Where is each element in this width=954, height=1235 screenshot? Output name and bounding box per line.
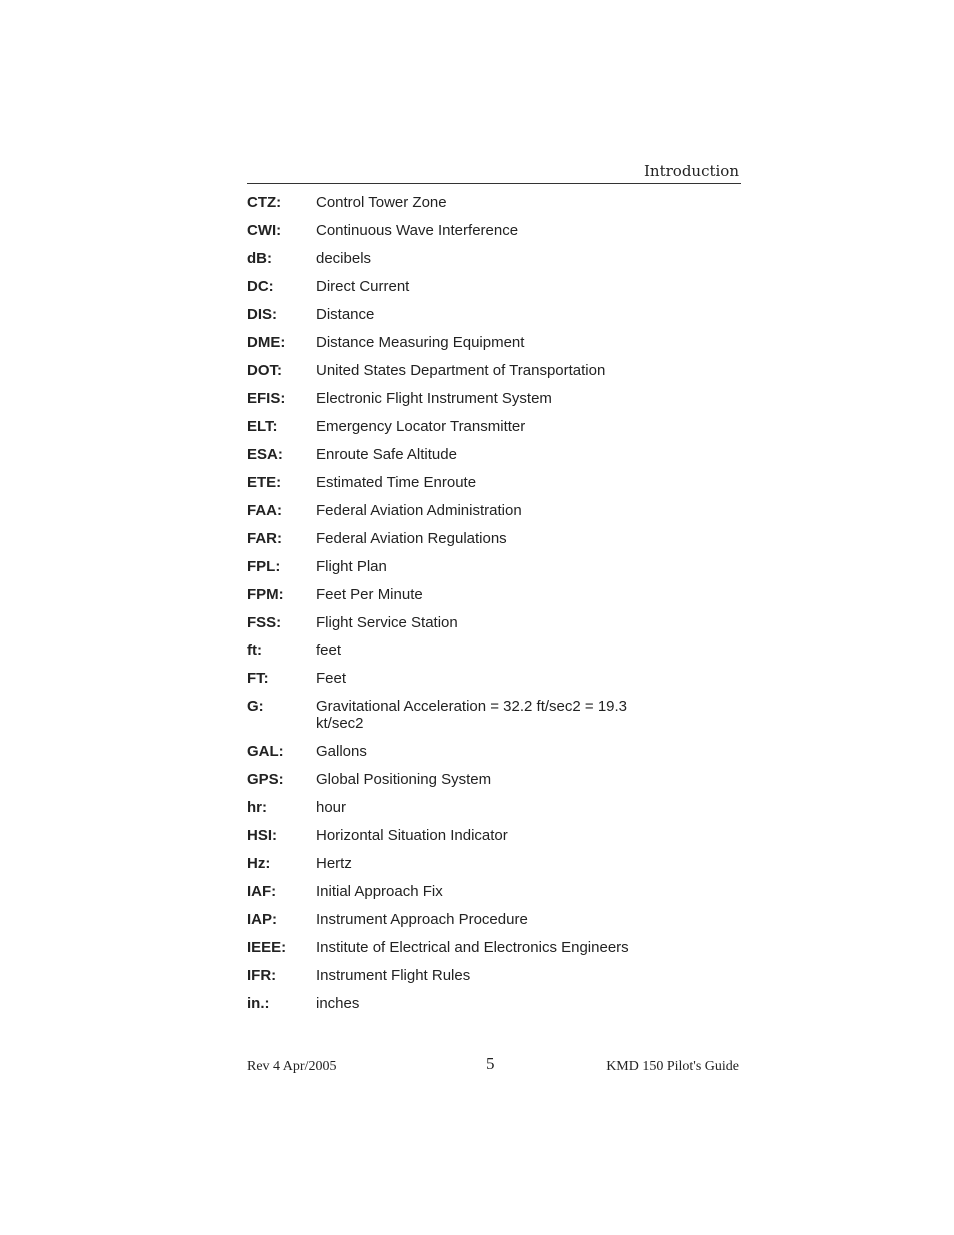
abbreviation: GPS: bbox=[247, 771, 284, 788]
definition: Flight Plan bbox=[316, 558, 387, 575]
glossary-entry bbox=[247, 911, 741, 928]
definition: Enroute Safe Altitude bbox=[316, 446, 457, 463]
definition: Direct Current bbox=[316, 278, 410, 295]
definition: United States Department of Transportation bbox=[316, 362, 606, 379]
glossary-entry bbox=[247, 446, 741, 463]
definition: feet bbox=[316, 642, 342, 659]
abbreviation: DME: bbox=[247, 334, 286, 351]
glossary-entry bbox=[247, 883, 741, 900]
glossary-entry bbox=[247, 771, 741, 788]
abbreviation: ETE: bbox=[247, 474, 282, 491]
abbreviation-list bbox=[247, 194, 741, 1023]
definition: Feet Per Minute bbox=[316, 586, 423, 603]
definition: decibels bbox=[316, 250, 372, 267]
abbreviation: in.: bbox=[247, 995, 270, 1012]
glossary-entry bbox=[247, 278, 741, 295]
definition: Flight Service Station bbox=[316, 614, 458, 631]
glossary-entry bbox=[247, 334, 741, 351]
header-divider bbox=[247, 183, 741, 184]
abbreviation: Hz: bbox=[247, 855, 271, 872]
definition: Gallons bbox=[316, 743, 367, 760]
definition: Horizontal Situation Indicator bbox=[316, 827, 508, 844]
section-title: Introduction bbox=[644, 162, 739, 180]
abbreviation: CWI: bbox=[247, 222, 282, 239]
abbreviation: ELT: bbox=[247, 418, 278, 435]
definition: hour bbox=[316, 799, 347, 816]
abbreviation: IAF: bbox=[247, 883, 277, 900]
abbreviation: FAA: bbox=[247, 502, 282, 519]
glossary-entry bbox=[247, 586, 741, 603]
definition: Control Tower Zone bbox=[316, 194, 447, 211]
definition: Emergency Locator Transmitter bbox=[316, 418, 526, 435]
abbreviation: EFIS: bbox=[247, 390, 286, 407]
abbreviation: FT: bbox=[247, 670, 269, 687]
glossary-entry bbox=[247, 995, 741, 1012]
glossary-entry bbox=[247, 698, 741, 732]
glossary-entry bbox=[247, 670, 741, 687]
glossary-entry bbox=[247, 362, 741, 379]
definition: Hertz bbox=[316, 855, 352, 872]
glossary-entry bbox=[247, 250, 741, 267]
definition: inches bbox=[316, 995, 360, 1012]
abbreviation: ft: bbox=[247, 642, 262, 659]
abbreviation: DIS: bbox=[247, 306, 277, 323]
abbreviation: IFR: bbox=[247, 967, 277, 984]
glossary-entry bbox=[247, 558, 741, 575]
glossary-entry bbox=[247, 855, 741, 872]
abbreviation: GAL: bbox=[247, 743, 284, 760]
definition: Electronic Flight Instrument System bbox=[316, 390, 552, 407]
definition: Feet bbox=[316, 670, 347, 687]
definition: Federal Aviation Administration bbox=[316, 502, 522, 519]
definition: Instrument Flight Rules bbox=[316, 967, 471, 984]
glossary-entry bbox=[247, 390, 741, 407]
abbreviation: FAR: bbox=[247, 530, 282, 547]
glossary-entry bbox=[247, 614, 741, 631]
abbreviation: IEEE: bbox=[247, 939, 287, 956]
definition: Institute of Electrical and Electronics Engineers bbox=[316, 939, 629, 956]
definition: Distance bbox=[316, 306, 375, 323]
glossary-entry bbox=[247, 939, 741, 956]
abbreviation: G: bbox=[247, 698, 264, 715]
abbreviation: DOT: bbox=[247, 362, 282, 379]
glossary-entry bbox=[247, 222, 741, 239]
abbreviation: dB: bbox=[247, 250, 272, 267]
definition: Estimated Time Enroute bbox=[316, 474, 477, 491]
glossary-entry bbox=[247, 967, 741, 984]
abbreviation: DC: bbox=[247, 278, 274, 295]
abbreviation: FSS: bbox=[247, 614, 282, 631]
glossary-entry bbox=[247, 306, 741, 323]
glossary-entry bbox=[247, 827, 741, 844]
glossary-entry bbox=[247, 418, 741, 435]
abbreviation: FPL: bbox=[247, 558, 281, 575]
abbreviation: FPM: bbox=[247, 586, 284, 603]
definition: Gravitational Acceleration = 32.2 ft/sec2 = 19.3 kt/sec2 bbox=[316, 698, 628, 732]
revision-date: Rev 4 Apr/2005 bbox=[247, 1059, 337, 1074]
page-number: 5 bbox=[486, 1054, 495, 1073]
definition: Global Positioning System bbox=[316, 771, 492, 788]
abbreviation: CTZ: bbox=[247, 194, 282, 211]
abbreviation: IAP: bbox=[247, 911, 277, 928]
definition: Initial Approach Fix bbox=[316, 883, 443, 900]
definition: Continuous Wave Interference bbox=[316, 222, 519, 239]
glossary-entry bbox=[247, 502, 741, 519]
abbreviation: hr: bbox=[247, 799, 267, 816]
definition: Instrument Approach Procedure bbox=[316, 911, 528, 928]
glossary-entry bbox=[247, 530, 741, 547]
glossary-entry bbox=[247, 642, 741, 659]
abbreviation: HSI: bbox=[247, 827, 277, 844]
abbreviation: ESA: bbox=[247, 446, 283, 463]
glossary-entry bbox=[247, 743, 741, 760]
glossary-entry bbox=[247, 799, 741, 816]
glossary-entry bbox=[247, 194, 741, 211]
glossary-entry bbox=[247, 474, 741, 491]
document-title: KMD 150 Pilot's Guide bbox=[606, 1059, 739, 1074]
definition: Distance Measuring Equipment bbox=[316, 334, 525, 351]
definition: Federal Aviation Regulations bbox=[316, 530, 507, 547]
